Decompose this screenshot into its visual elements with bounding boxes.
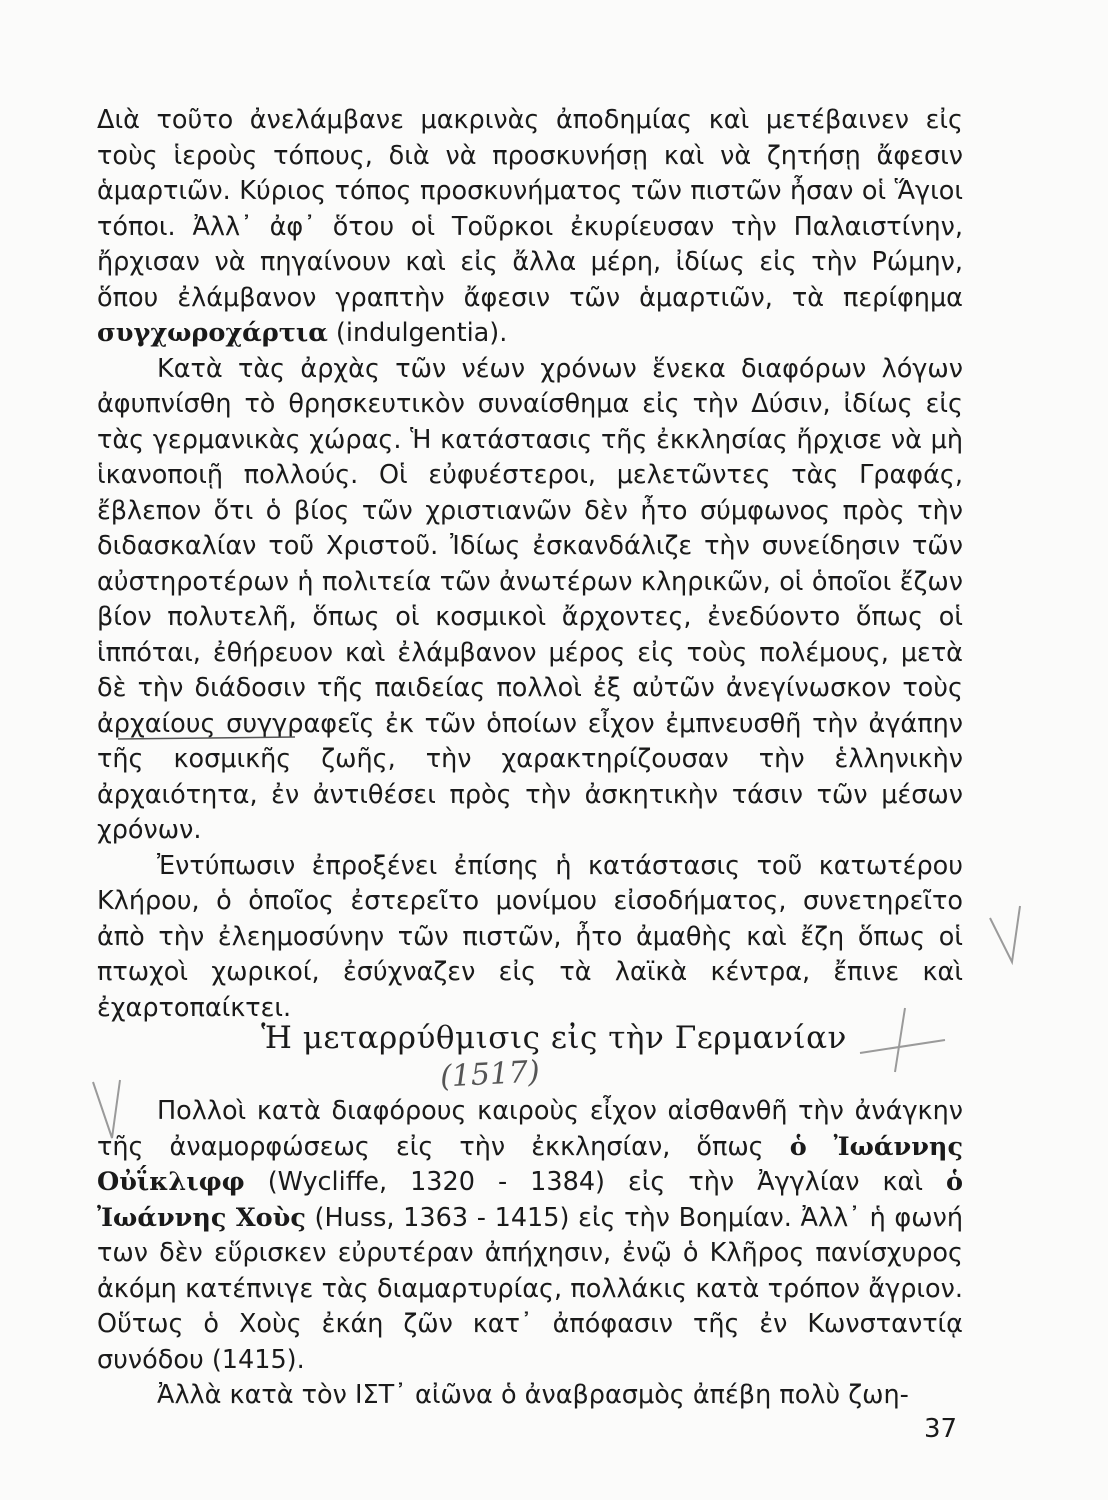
cross-mark-right bbox=[860, 1008, 945, 1072]
paragraph: Ἀλλὰ κατὰ τὸν ΙΣΤ᾽ αἰῶνα ὁ ἀναβρασμὸς ἀπέβη πολὺ ζωη- bbox=[157, 1380, 909, 1410]
section-heading: Ἡ μεταρρύθμισις εἰς τὴν Γερμανίαν bbox=[261, 1020, 847, 1056]
paragraph: Πολλοὶ κατὰ διαφόρους καιροὺς εἶχον αἰσθανθῆ τὴν ἀνάγκην τῆς ἀναμορφώσεως εἰς τὴν ἐκκλησίαν, ὅπως ὁ Ἰωάννης Οὐΐκλιφφ (Wycliffe, 1320 - 1384) εἰς τὴν Ἀγγλίαν καὶ ὁ Ἰωάννης Χοὺς (Huss, 1363 - 1415) εἰς τὴν Βοημίαν. Ἀλλ᾽ ἡ φωνή των δὲν εὕρισκεν εὐρυτέραν ἀπήχησιν, ἐνῷ ὁ Κλῆρος πανίσχυρος ἀκόμη κατέπνιγε τὰς διαμαρτυρίας, πολλάκις κατὰ τρόπον ἄγριον. Οὕτως ὁ Χοὺς ἐκάη ζῶν κατ᾽ ἀπόφασιν τῆς ἐν Κωνσταντίᾳ συνόδου (1415). bbox=[97, 1096, 963, 1375]
bold-name: ὁ Ἰωάννης Χοὺς bbox=[97, 1167, 963, 1233]
paragraph: Διὰ τοῦτο ἀνελάμβανε μακρινὰς ἀποδημίας καὶ μετέβαινεν εἰς τοὺς ἱεροὺς τόπους, διὰ νὰ προσκυνήσῃ καὶ νὰ ζητήσῃ ἄφεσιν ἁμαρτιῶν. Κύριος τόπος προσκυνήματος τῶν πιστῶν ἦσαν οἱ Ἅγιοι τόποι. Ἀλλ᾽ ἀφ᾽ ὅτου οἱ Τοῦρκοι ἐκυρίευσαν τὴν Παλαιστίνην, ἤρχισαν νὰ πηγαίνουν καὶ εἰς ἄλλα μέρη, ἰδίως εἰς τὴν Ρώμην, ὅπου ἐλάμβανον γραπτὴν ἄφεσιν τῶν ἁμαρτιῶν, τὰ περίφημα συγχωροχάρτια (indulgentia). bbox=[97, 105, 963, 348]
page-number: 37 bbox=[924, 1414, 958, 1444]
bold-name: ὁ Ἰωάννης Οὐΐκλιφφ bbox=[97, 1131, 963, 1197]
paragraph: Ἐντύπωσιν ἐπροξένει ἐπίσης ἡ κατάστασις τοῦ κατωτέρου Κλήρου, ὁ ὁποῖος ἐστερεῖτο μονίμου εἰσοδήματος, συνετηρεῖτο ἀπὸ τὴν ἐλεημοσύνην τῶν πιστῶν, ἦτο ἀμαθὴς καὶ ἔζη ὅπως οἱ πτωχοὶ χωρικοί, ἐσύχναζεν εἰς τὰ λαϊκὰ κέντρα, ἔπινε καὶ ἐχαρτοπαίκτει. bbox=[97, 850, 963, 1023]
check-mark-left bbox=[93, 1080, 120, 1138]
check-mark-right bbox=[990, 906, 1020, 962]
handwritten-note: (1517) bbox=[439, 1054, 541, 1095]
underline-stroke bbox=[118, 737, 295, 739]
bold-term: συγχωροχάρτια bbox=[97, 318, 328, 348]
paragraph: Κατὰ τὰς ἀρχὰς τῶν νέων χρόνων ἕνεκα διαφόρων λόγων ἀφυπνίσθη τὸ θρησκευτικὸν συναίσθημα εἰς τὴν Δύσιν, ἰδίως εἰς τὰς γερμανικὰς χώρας. Ἡ κατάστασις τῆς ἐκκλησίας ἤρχισε νὰ μὴ ἱκανοποιῇ πολλούς. Οἱ εὐφυέστεροι, μελετῶντες τὰς Γραφάς, ἔβλεπον ὅτι ὁ βίος τῶν χριστιανῶν δὲν ἦτο σύμφωνος πρὸς τὴν διδασκαλίαν τοῦ Χριστοῦ. Ἰδίως ἐσκανδάλιζε τὴν συνείδησιν τῶν αὐστηροτέρων ἡ πολιτεία τῶν ἀνωτέρων κληρικῶν, οἱ ὁποῖοι ἔζων βίον πολυτελῆ, ὅπως οἱ κοσμικοὶ ἄρχοντες, ἐνεδύοντο ὅπως οἱ ἱππόται, ἐθήρευον καὶ ἐλάμβανον μέρος εἰς τοὺς πολέμους, μετὰ δὲ τὴν διάδοσιν τῆς παιδείας πολλοὶ ἐξ αὐτῶν ἀνεγίνωσκον τοὺς ἀρχαίους συγγραφεῖς ἐκ τῶν ὁποίων εἶχον ἐμπνευσθῆ τὴν ἀγάπην τῆς κοσμικῆς ζωῆς, τὴν χαρακτηρίζουσαν τὴν ἑλληνικὴν ἀρχαιότητα, ἐν ἀντιθέσει πρὸς τὴν ἀσκητικὴν τάσιν τῶν μέσων χρόνων. bbox=[97, 353, 963, 845]
